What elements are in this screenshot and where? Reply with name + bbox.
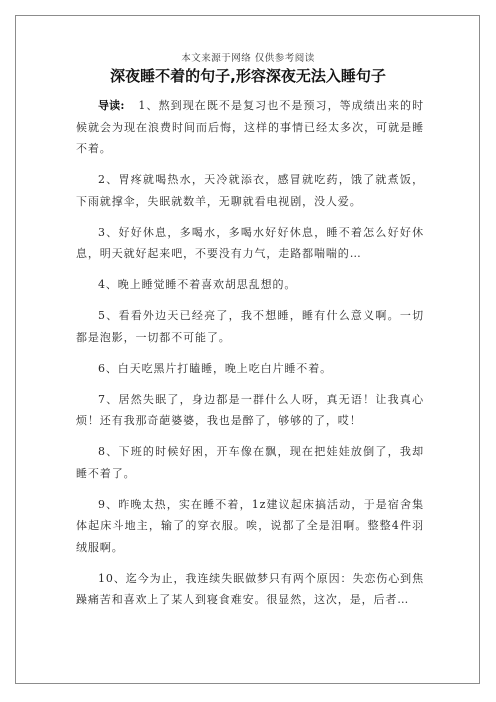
paragraph-4: 4、晚上睡觉睡不着喜欢胡思乱想的。 xyxy=(98,278,297,291)
paragraph-5: 5、看看外边天已经亮了，我不想睡，睡有什么意义啊。一切都是泡影，一切都不可能了。 xyxy=(76,309,424,344)
source-note: 本文来源于网络 仅供参考阅读 xyxy=(181,53,315,64)
paragraph-10: 10、迄今为止，我连续失眠做梦只有两个原因：失恋伤心到焦躁痛苦和喜欢上了某人到寝食难安。很显然，这次，是，后者… xyxy=(76,571,424,606)
paragraph-3: 3、好好休息，多喝水，多喝水好好休息，睡不着怎么好好休息，明天就好起来吧，不要没有力气，走路都喘喘的… xyxy=(76,225,424,260)
page-title: 深夜睡不着的句子,形容深夜无法入睡句子 xyxy=(110,67,386,85)
paragraph-9: 9、昨晚太热，实在睡不着，1z建议起床搞活动，于是宿舍集体起床斗地主，输了的穿衣服。唉，说都了全是泪啊。整整4件羽绒服啊。 xyxy=(76,497,424,554)
paragraph-2: 2、胃疼就喝热水，天冷就添衣，感冒就吃药，饿了就煮饭，下雨就撑伞，失眠就数羊，无聊就看电视剧，没人爱。 xyxy=(76,173,424,208)
paragraph-7: 7、居然失眠了，身边都是一群什么人呀，真无语！让我真心烦！还有我那奇葩婆婆，我也是醉了，够够的了，哎！ xyxy=(76,392,424,427)
paragraph-6: 6、白天吃黑片打瞌睡，晚上吃白片睡不着。 xyxy=(98,361,332,375)
intro-label: 导读: xyxy=(98,99,125,112)
paragraph-1 xyxy=(76,95,424,160)
article-body xyxy=(76,95,424,620)
paragraph-1-text: 1、熬到现在既不是复习也不是预习，等成绩出来的时候就会为现在浪费时间而后悔，这样的事情已经太多次，可就是睡不着。 xyxy=(76,99,425,155)
paragraph-8: 8、下班的时候好困，开车像在飘，现在把娃娃放倒了，我却睡不着了。 xyxy=(76,445,424,480)
